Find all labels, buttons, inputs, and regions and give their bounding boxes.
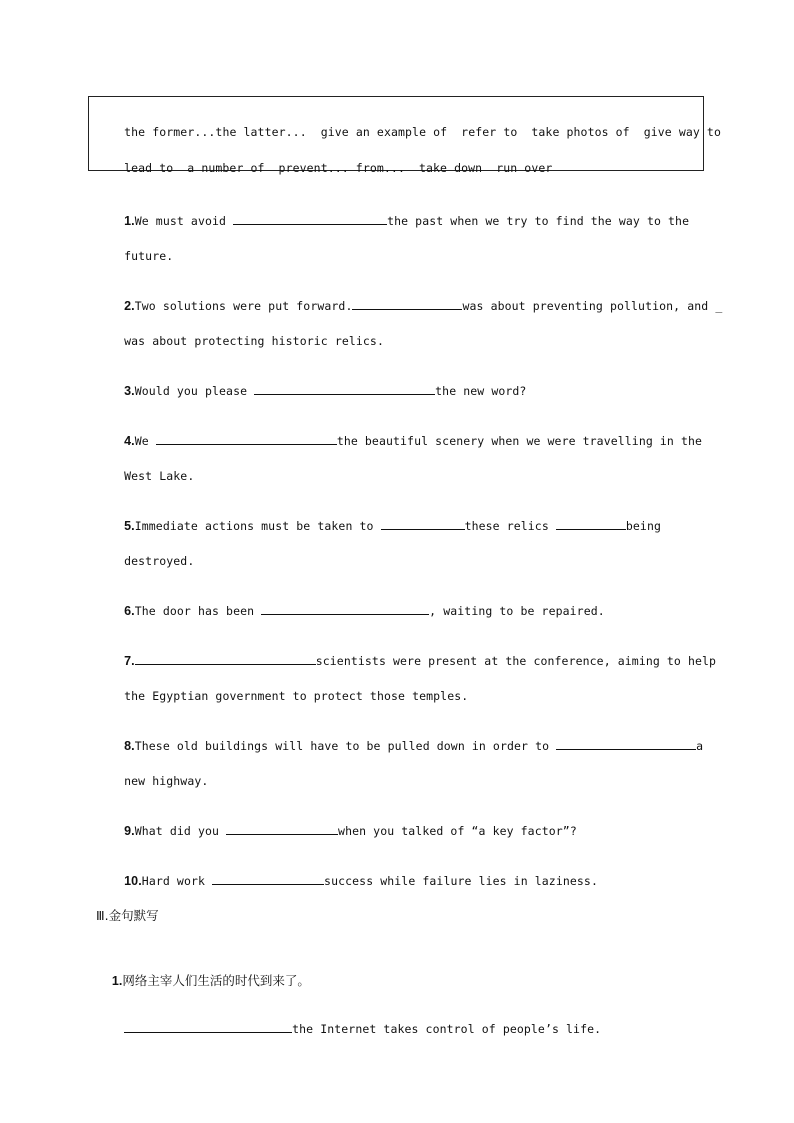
word-bank-phrase: take photos of <box>531 125 630 139</box>
question-text: when you talked of “a key factor”? <box>338 824 577 838</box>
question-text: Would you please <box>134 384 255 398</box>
answer-blank[interactable] <box>226 823 338 835</box>
question-1 <box>96 199 689 242</box>
answer-blank[interactable] <box>556 738 696 750</box>
word-bank-phrase: give an example of <box>320 125 448 139</box>
section-heading: Ⅲ.金句默写 <box>96 908 159 923</box>
question-text: What did you <box>134 824 227 838</box>
question-text: new highway. <box>124 774 209 788</box>
question-9 <box>96 809 577 852</box>
word-bank-phrase: refer to <box>461 125 518 139</box>
question-number: 2. <box>124 299 135 313</box>
question-text: The door has been <box>134 604 262 618</box>
question-text: was about protecting historic relics. <box>124 334 384 348</box>
question-text: the Egyptian government to protect those temples. <box>124 689 469 703</box>
question-text: We must avoid <box>134 214 234 228</box>
question-text: Two solutions were put forward. <box>134 299 353 313</box>
question-3 <box>96 369 526 412</box>
answer-blank[interactable] <box>261 603 429 615</box>
question-7-cont <box>96 675 468 717</box>
word-bank-phrase: give way to <box>643 125 721 139</box>
word-bank-row-2 <box>96 147 552 189</box>
question-text: the beautiful scenery when we were travelling in the <box>336 434 703 448</box>
answer-blank[interactable] <box>381 518 465 530</box>
answer-blank[interactable] <box>233 213 387 225</box>
question-text: these relics <box>464 519 556 533</box>
question-number: 10. <box>124 874 142 888</box>
question-text: We <box>134 434 156 448</box>
question-number: 6. <box>124 604 135 618</box>
question-number: 1. <box>124 214 135 228</box>
question-text: the past when we try to find the way to the <box>387 214 690 228</box>
question-text: being <box>625 519 661 533</box>
question-10 <box>96 859 598 902</box>
question-text: , waiting to be repaired. <box>429 604 605 618</box>
question-text: These old buildings will have to be pulled down in order to <box>134 739 557 753</box>
question-text: destroyed. <box>124 554 195 568</box>
question-text: a <box>696 739 704 753</box>
word-bank-phrase: prevent... from... <box>278 161 405 175</box>
question-number: 5. <box>124 519 135 533</box>
question-4-cont <box>96 455 194 497</box>
answer-blank[interactable] <box>135 653 316 665</box>
question-number: 7. <box>124 654 135 668</box>
chinese-sentence: 网络主宰人们生活的时代到来了。 <box>122 973 310 988</box>
question-5-cont <box>96 540 194 582</box>
question-text: Immediate actions must be taken to <box>134 519 381 533</box>
question-number: 1. <box>111 974 123 988</box>
answer-blank[interactable] <box>352 298 462 310</box>
question-text: West Lake. <box>124 469 195 483</box>
question-2-cont <box>96 320 384 362</box>
word-bank-phrase: lead to <box>124 161 174 175</box>
question-number: 4. <box>124 434 135 448</box>
question-number: 9. <box>124 824 135 838</box>
english-sentence: the Internet takes control of people’s life. <box>292 1022 602 1036</box>
answer-blank[interactable] <box>156 433 337 445</box>
translation-answer-line <box>96 1007 601 1050</box>
question-1-cont <box>96 235 173 277</box>
question-text: future. <box>124 249 174 263</box>
word-bank-phrase: take down <box>418 161 483 175</box>
question-6 <box>96 589 605 632</box>
question-text: the new word? <box>435 384 527 398</box>
answer-blank[interactable] <box>212 873 324 885</box>
question-text: success while failure lies in laziness. <box>324 874 598 888</box>
question-8-cont <box>96 760 208 802</box>
answer-blank[interactable] <box>556 518 626 530</box>
word-bank-phrase: run over <box>496 161 553 175</box>
word-bank-phrase: the former...the latter... <box>124 125 307 139</box>
answer-blank[interactable] <box>254 383 435 395</box>
question-number: 3. <box>124 384 135 398</box>
answer-blank[interactable] <box>124 1021 292 1033</box>
question-text: Hard work <box>141 874 213 888</box>
word-bank-phrase: a number of <box>187 161 265 175</box>
translation-item-1 <box>96 956 310 1004</box>
question-text: was about preventing pollution, and _ <box>462 299 723 313</box>
question-number: 8. <box>124 739 135 753</box>
question-text: scientists were present at the conference, aiming to help <box>315 654 717 668</box>
